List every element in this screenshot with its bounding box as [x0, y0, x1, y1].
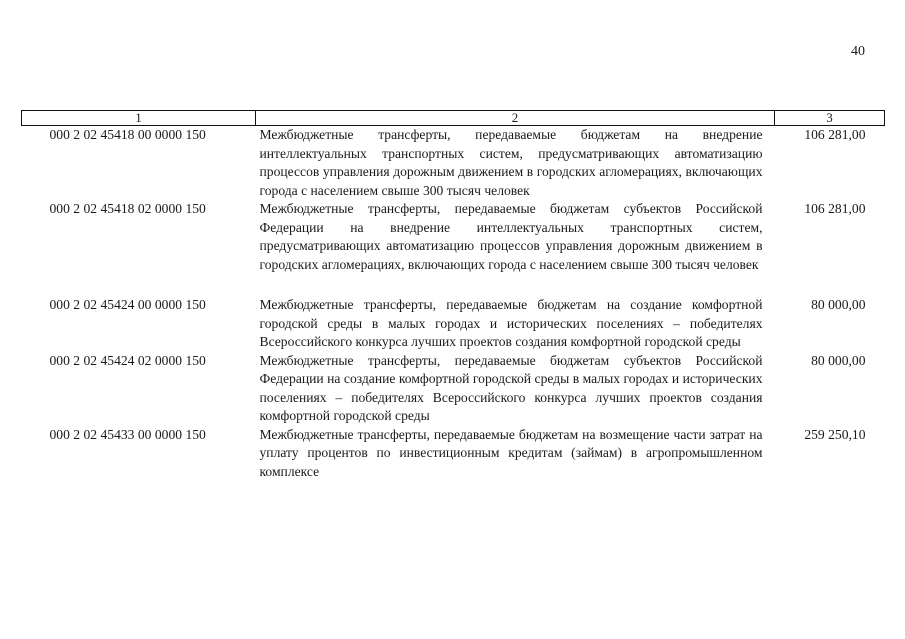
row-name: Межбюджетные трансферты, передаваемые бюджетам на возмещение части затрат на уплату процентов по инвестиционным кредитам (займам) в агропромышленном комплексе: [259, 426, 763, 479]
row-name: Межбюджетные трансферты, передаваемые бюджетам субъектов Российской Федерации на внедрение интеллектуальных транспортных систем, предусматривающих автоматизацию процессов управления дорожным движением в городских агломерациях, включающих города с населением свыше 300 тысяч человек: [259, 201, 763, 272]
row-amount: 259 250,10: [804, 426, 866, 442]
row-name: Межбюджетные трансферты, передаваемые бюджетам на создание комфортной городской среды в малых городах и исторических поселениях – победителях Всероссийского конкурса лучших проектов создания комфортной городской среды: [259, 297, 763, 349]
row-code: 000 2 02 45418 02 0000 150: [49, 201, 206, 216]
row-code: 000 2 02 45424 02 0000 150: [49, 352, 206, 368]
table-row: [22, 126, 885, 201]
page-number: 40: [851, 44, 865, 59]
row-code: 000 2 02 45418 00 0000 150: [49, 127, 206, 142]
table-header-row: [22, 111, 885, 126]
row-amount: 106 281,00: [804, 201, 866, 216]
row-code: 000 2 02 45424 00 0000 150: [49, 297, 206, 312]
table-row: [22, 426, 885, 482]
column-header-name: 2: [256, 111, 775, 126]
row-amount: 80 000,00: [811, 297, 866, 312]
column-header-code: 1: [22, 111, 256, 126]
row-amount: 80 000,00: [811, 352, 866, 368]
row-code: 000 2 02 45433 00 0000 150: [49, 426, 206, 442]
column-header-amount: 3: [775, 111, 885, 126]
row-name: Межбюджетные трансферты, передаваемые бюджетам субъектов Российской Федерации на создание комфортной городской среды в малых городах и исторических поселениях – победителях Всероссийского конкурса лучших проектов создания комфортной городской среды: [259, 352, 763, 423]
budget-table: [21, 110, 885, 481]
row-amount: 106 281,00: [804, 127, 866, 142]
table-row: [22, 296, 885, 352]
row-name: Межбюджетные трансферты, передаваемые бюджетам на внедрение интеллектуальных транспортных систем, предусматривающих автоматизацию процессов управления дорожным движением в городских агломерациях, включающих города с населением свыше 300 тысяч человек: [259, 127, 763, 198]
table-row: [22, 200, 885, 296]
table-row: [22, 352, 885, 426]
